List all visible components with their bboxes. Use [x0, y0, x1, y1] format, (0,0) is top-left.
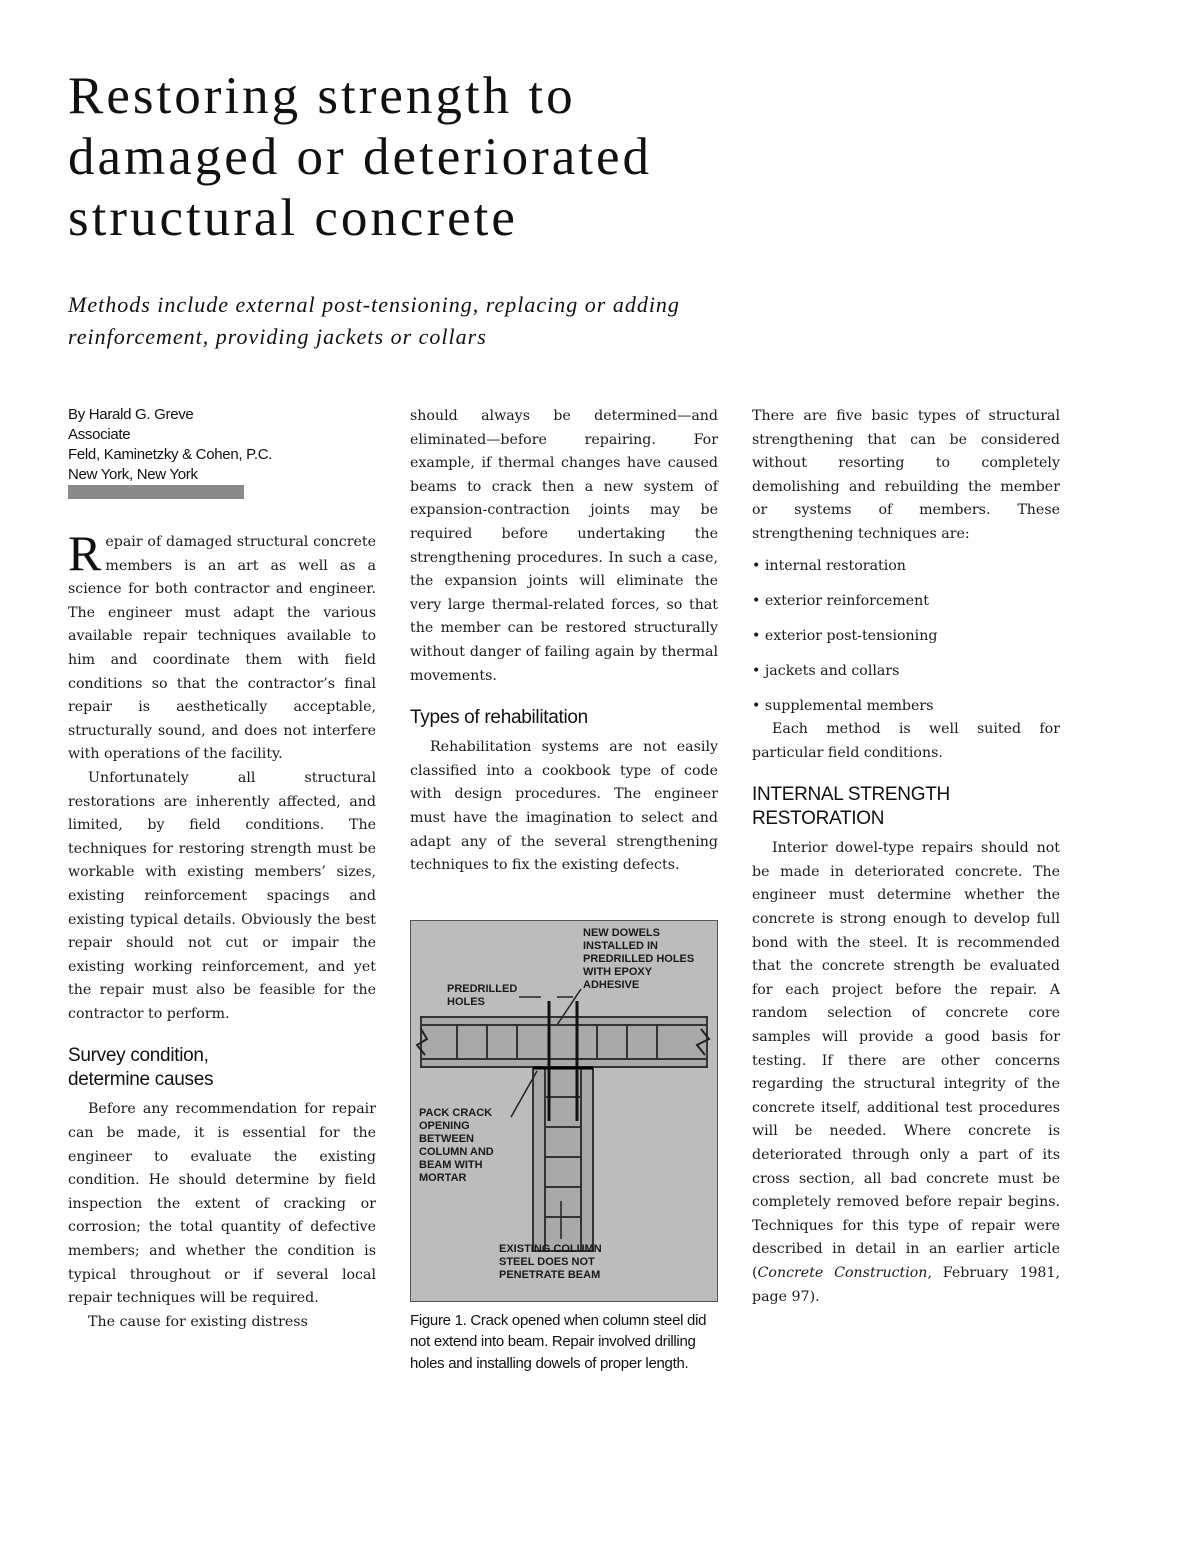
list-item: • exterior reinforcement: [752, 590, 1060, 614]
section-heading-types: [410, 706, 718, 730]
list-item: • jackets and collars: [752, 660, 1060, 684]
heading-line: Types of rehabilitation: [410, 707, 588, 729]
article-title: [68, 66, 968, 249]
title-line: damaged or deteriorated: [68, 128, 653, 186]
list-item: • exterior post-tensioning: [752, 625, 1060, 649]
byline-firm: Feld, Kaminetzky & Cohen, P.C.: [68, 446, 273, 463]
intro-paragraph: [68, 525, 376, 767]
heading-line: determine causes: [68, 1069, 214, 1091]
column-1: [68, 405, 376, 1334]
body-paragraph: Each method is well suited for particular field conditions.: [752, 721, 1060, 761]
list-item: • supplemental members: [752, 695, 1060, 719]
subtitle-line: Methods include external post-tensioning, replacing or adding: [68, 292, 680, 317]
technique-list: [752, 555, 1060, 719]
body-paragraph: There are five basic types of structural strengthening that can be considered without resorting to completely demolishing and rebuilding the member or systems of members. These strengthening techniques are:: [752, 408, 1060, 542]
body-paragraph-continued: should always be determined—and eliminated—before repairing. For example, if thermal changes have caused beams to crack then a new system of expansion-contraction joints may be required before undertaking the strengthening procedures. In such a case, the expansion joints will eliminate the very large thermal-related forces, so that the member can be restored structurally without danger of failing again by thermal movements.: [410, 408, 718, 684]
column-2: [410, 405, 718, 1374]
figure-caption: Figure 1. Crack opened when column steel did not extend into beam. Repair involved drilling holes and installing dowels of proper length.: [410, 1311, 707, 1372]
title-line: Restoring strength to: [68, 67, 576, 125]
subtitle-line: reinforcement, providing jackets or collars: [68, 324, 487, 349]
heading-line: Survey condition,: [68, 1045, 209, 1067]
body-paragraph: Rehabilitation systems are not easily classified into a cookbook type of code with design procedures. The engineer must have the imagination to select and adapt any of the several strengthening techniques to fix the existing defects.: [410, 739, 718, 874]
label-predrilled-holes: PREDRILLED HOLES: [447, 982, 518, 1008]
body-paragraph: Interior dowel-type repairs should not be made in deteriorated concrete. The engineer must determine whether the concrete is strong enough to develop full bond with the steel. It is recommended that the concrete strength be evaluated for each project before the repair. A random selection of concrete core samples will provide a good basis for testing. If there are other concerns regarding the structural integrity of the concrete itself, additional test procedures will be needed. Where concrete is deteriorated through only a part of its cross section, all bad concrete must be completely removed before repair begins. Techniques for this type of repair were described in detail in an earlier article (Concrete Construction, February 1981, page 97).: [752, 840, 1060, 1305]
figure-1-diagram: [410, 920, 718, 1302]
intro-text: epair of damaged structural concrete members is an art as well as a science for both contractor and engineer. The engineer must adapt the various available repair techniques available to him and coordinate them with field conditions so that the contractor’s final repair is aesthetically acceptable, structurally sound, and does not interfere with operations of the facility.: [68, 534, 376, 763]
section-heading-survey: [68, 1044, 376, 1092]
column-3: [752, 405, 1060, 1309]
section-heading-internal: [752, 783, 1060, 831]
heading-line: INTERNAL STRENGTH: [752, 784, 950, 806]
label-new-dowels: NEW DOWELS INSTALLED IN PREDRILLED HOLES WITH EPOXY ADHESIVE: [583, 926, 695, 991]
article-subtitle: [68, 289, 928, 353]
drop-cap: R: [68, 525, 102, 581]
byline-divider-bar: [68, 485, 244, 499]
body-paragraph: The cause for existing distress: [88, 1313, 308, 1330]
citation-title: Concrete Construction: [757, 1264, 928, 1281]
title-line: structural concrete: [68, 189, 518, 247]
body-paragraph: Before any recommendation for repair can be made, it is essential for the engineer to evaluate the existing condition. He should determine by field inspection the extent of cracking or corrosion; the total quantity of defective members; and whether the condition is typical throughout or if several local repair techniques will be required.: [68, 1101, 376, 1307]
column-shape: [533, 1067, 593, 1251]
byline-location: New York, New York: [68, 466, 198, 483]
byline: [68, 405, 376, 485]
list-item: • internal restoration: [752, 555, 1060, 579]
byline-role: Associate: [68, 426, 131, 443]
body-paragraph: Unfortunately all structural restorations are inherently affected, and limited, by field conditions. The techniques for restoring strength must be workable with existing members’ sizes, existing reinforcement spacings and existing typical details. Obviously the best repair should not cut or impair the existing working reinforcement, and yet the repair must also be feasible for the contractor to perform.: [68, 769, 376, 1022]
label-existing-column: EXISTING COLUMN STEEL DOES NOT PENETRATE BEAM: [499, 1242, 602, 1281]
label-pack-crack: PACK CRACK OPENING BETWEEN COLUMN AND BEAM WITH MORTAR: [419, 1106, 494, 1184]
heading-line: RESTORATION: [752, 808, 885, 830]
byline-author: By Harald G. Greve: [68, 406, 194, 423]
